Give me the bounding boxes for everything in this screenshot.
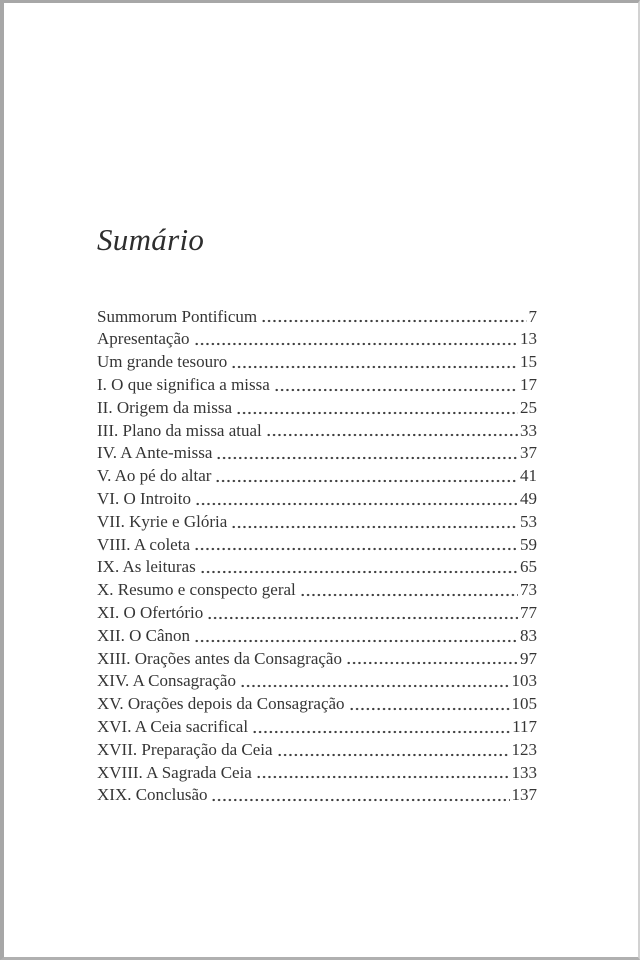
toc-entry-label: XVII. Preparação da Ceia xyxy=(97,739,273,759)
toc-entry xyxy=(97,739,537,762)
toc-entry xyxy=(97,556,537,579)
toc-entry-page: 105 xyxy=(511,694,537,714)
toc-entry-page: 73 xyxy=(520,580,537,600)
toc-entry xyxy=(97,648,537,671)
toc-entry xyxy=(97,716,537,739)
toc-entry-page: 17 xyxy=(520,375,537,395)
dot-leader xyxy=(194,547,518,551)
toc-entry-label: Apresentação xyxy=(97,329,190,349)
dot-leader xyxy=(216,456,518,460)
toc-entry-label: III. Plano da missa atual xyxy=(97,420,262,440)
dot-leader xyxy=(240,684,510,688)
page-content xyxy=(4,3,638,807)
dot-leader xyxy=(195,502,518,506)
toc-entry-page: 97 xyxy=(520,648,537,668)
toc-entry-page: 25 xyxy=(520,397,537,417)
toc-entry-page: 103 xyxy=(511,671,537,691)
dot-leader xyxy=(300,593,518,597)
dot-leader xyxy=(252,730,510,734)
dot-leader xyxy=(266,433,518,437)
toc-entry-label: XV. Orações depois da Consagração xyxy=(97,694,345,714)
toc-entry-page: 53 xyxy=(520,511,537,531)
dot-leader xyxy=(211,798,509,802)
dot-leader xyxy=(349,707,510,711)
toc-entry-label: Summorum Pontificum xyxy=(97,306,258,326)
toc-entry-label: XII. O Cânon xyxy=(97,625,191,645)
toc-entry xyxy=(97,579,537,602)
dot-leader xyxy=(231,365,518,369)
toc-entry xyxy=(97,625,537,648)
toc-entry-page: 33 xyxy=(520,420,537,440)
toc-entry-label: XIV. A Consagração xyxy=(97,671,236,691)
toc-entry-page: 137 xyxy=(511,785,537,805)
toc-entry-page: 65 xyxy=(520,557,537,577)
toc-entry-page: 49 xyxy=(520,489,537,509)
dot-leader xyxy=(346,661,518,665)
toc-entry-label: IX. As leituras xyxy=(97,557,196,577)
toc-entry xyxy=(97,670,537,693)
toc-list xyxy=(97,306,537,808)
toc-entry xyxy=(97,511,537,534)
toc-entry-label: XIII. Orações antes da Consagração xyxy=(97,648,342,668)
toc-entry-page: 133 xyxy=(511,762,537,782)
toc-entry xyxy=(97,488,537,511)
toc-entry xyxy=(97,534,537,557)
toc-entry xyxy=(97,397,537,420)
toc-entry-label: VII. Kyrie e Glória xyxy=(97,511,228,531)
toc-entry xyxy=(97,328,537,351)
toc-entry xyxy=(97,442,537,465)
toc-entry-page: 77 xyxy=(520,603,537,622)
toc-entry-label: XI. O Ofertório xyxy=(97,603,204,622)
toc-entry xyxy=(97,351,537,374)
toc-entry-label: XIX. Conclusão xyxy=(97,785,208,805)
toc-entry-page: 83 xyxy=(520,625,537,645)
toc-entry-label: XVIII. A Sagrada Ceia xyxy=(97,762,252,782)
toc-entry xyxy=(97,693,537,716)
toc-entry-label: I. O que significa a missa xyxy=(97,375,270,395)
toc-entry-label: X. Resumo e conspecto geral xyxy=(97,580,296,600)
toc-entry-page: 59 xyxy=(520,534,537,554)
dot-leader xyxy=(274,388,518,392)
toc-entry-label: VI. O Introito xyxy=(97,489,191,509)
toc-entry-label: IV. A Ante-missa xyxy=(97,443,213,463)
dot-leader xyxy=(215,479,518,483)
toc-entry-label: Um grande tesouro xyxy=(97,352,228,372)
dot-leader xyxy=(194,639,518,643)
dot-leader xyxy=(200,570,518,574)
toc-entry-page: 37 xyxy=(520,443,537,463)
toc-entry-label: XVI. A Ceia sacrifical xyxy=(97,716,249,736)
toc-entry xyxy=(97,784,537,807)
toc-entry-label: II. Origem da missa xyxy=(97,397,233,417)
toc-entry xyxy=(97,306,537,329)
toc-entry xyxy=(97,762,537,785)
dot-leader xyxy=(236,411,518,415)
toc-entry xyxy=(97,602,537,625)
toc-entry xyxy=(97,374,537,397)
toc-entry-page: 41 xyxy=(520,466,537,486)
toc-entry xyxy=(97,420,537,443)
toc-entry-page: 117 xyxy=(512,716,537,736)
toc-entry-page: 7 xyxy=(528,306,537,326)
dot-leader xyxy=(277,753,510,757)
dot-leader xyxy=(207,616,518,620)
toc-entry-page: 123 xyxy=(511,739,537,759)
page-title: Sumário xyxy=(97,222,205,257)
dot-leader xyxy=(261,319,526,323)
toc-entry-page: 15 xyxy=(520,352,537,372)
toc-entry xyxy=(97,465,537,488)
toc-entry-page: 13 xyxy=(520,329,537,349)
toc-entry-label: VIII. A coleta xyxy=(97,534,190,554)
dot-leader xyxy=(231,525,518,529)
toc-entry-label: V. Ao pé do altar xyxy=(97,466,212,486)
dot-leader xyxy=(194,342,518,346)
dot-leader xyxy=(256,775,510,779)
